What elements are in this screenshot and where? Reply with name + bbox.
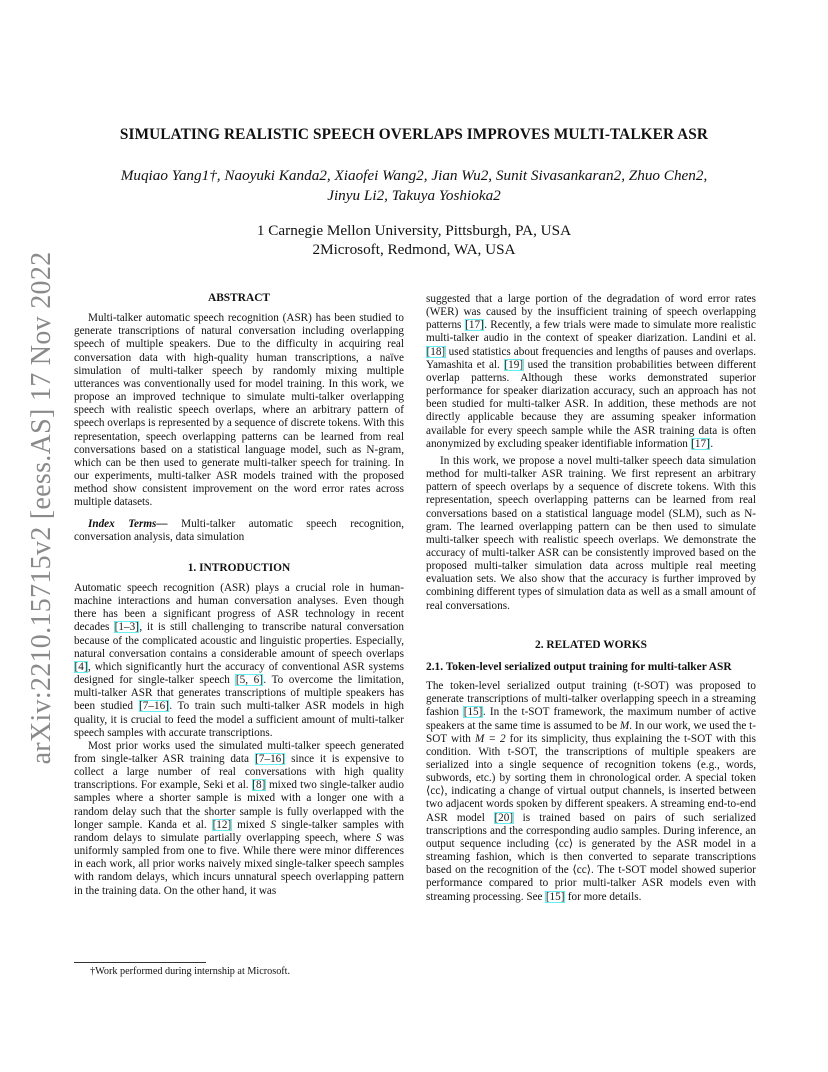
citation-link[interactable]: [17] <box>691 437 710 450</box>
index-terms-text: Multi-talker automatic speech recognition, conversation analysis, data simulation <box>74 517 404 543</box>
citation-link[interactable]: [20] <box>494 811 514 824</box>
citation-link[interactable]: [15] <box>545 890 565 903</box>
citation-link[interactable]: [15] <box>463 706 483 719</box>
abstract-text: Multi-talker automatic speech recognition (ASR) has been studied to generate transcriptions of natural conversation including overlapping speech of multiple speakers. Due to the difficulty in acquiring real conversation data with high-quality human transcriptions, a naïve simulation of multi-talker speech by randomly mixing multiple utterances was conventionally used for model training. In this work, we propose an improved technique to simulate multi-talker overlapping speech with realistic speech overlaps, where an arbitrary pattern of speech overlaps is represented by a sequence of discrete tokens. With this representation, speech overlapping patterns can be learned from real conversations based on a statistical language model, such as N-gram, which can be then used to generate multi-talker speech for training. In our experiments, multi-talker ASR models trained with the proposed method show consistent improvement on the word error rates across multiple datasets. <box>74 312 404 509</box>
intro-paragraph-1: Automatic speech recognition (ASR) plays a crucial role in human-machine interactions and human conversation analyses. Even though there has been a significant progress of ASR technology in recent decades [1–3], it is still challenging to transcribe natural conversation because of the complicated acoustic and linguistic properties. Especially, natural conversation contains a considerable amount of speech overlaps [4], which significantly hurt the accuracy of conventional ASR systems designed for single-talker speech [5, 6]. To overcome the limitation, multi-talker ASR that generates transcriptions of multiple speakers has been studied [7–16]. To train such multi-talker ASR models in high quality, it is crucial to feed the model a sufficient amount of multi-talker speech samples with accurate transcriptions. <box>74 581 404 739</box>
left-column <box>74 292 404 898</box>
affiliation-2: 2Microsoft, Redmond, WA, USA <box>312 241 516 258</box>
footnote: †Work performed during internship at Microsoft. <box>90 966 291 977</box>
math-symbol: M <box>619 719 630 732</box>
right-column <box>426 293 756 904</box>
citation-link[interactable]: [7–16] <box>139 700 169 713</box>
math-expression: M = 2 <box>474 732 506 745</box>
citation-link[interactable]: [4] <box>74 660 88 673</box>
index-terms <box>74 518 404 544</box>
abstract-heading: ABSTRACT <box>207 292 271 304</box>
right-paragraph-2: In this work, we propose a novel multi-talker speech data simulation method for multi-talker ASR training. We first represent an arbitrary pattern of speech overlaps by a sequence of discrete tokens. With this representation, speech overlapping patterns can be learned from real conversations based on a statistical language model (SLM), such as N-gram. The learned overlapping pattern can be then used to simulate multi-talker speech with realistic speech overlaps. We demonstrate the accuracy of multi-talker ASR can be consistently improved based on the proposed multi-talker simulation data across multiple real meeting evaluation sets. We also show that the accuracy is further improved by combining different types of simulation data as well as a small amount of real conversations. <box>426 454 756 612</box>
introduction-heading: 1. INTRODUCTION <box>187 561 291 574</box>
paper-title: SIMULATING REALISTIC SPEECH OVERLAPS IMPROVES MULTI-TALKER ASR <box>119 126 709 143</box>
right-paragraph-3: The token-level serialized output training (t-SOT) was proposed to generate transcriptions of multi-talker overlapping speech in a streaming fashion [15]. In the t-SOT framework, the maximum number of active speakers at the same time is assumed to be M. In our work, we used the t-SOT with M = 2 for its simplicity, thus explaining the t-SOT with this condition. With t-SOT, the transcriptions of multiple speakers are serialized into a single sequence of recognition tokens (e.g., words, subwords, etc.) by sorting them in chronological order. A special token ⟨cc⟩, indicating a change of virtual output channels, is inserted between two adjacent words spoken by different speakers. A streaming end-to-end ASR model [20] is trained based on pairs of such serialized transcriptions and the corresponding audio samples. During inference, an output sequence including ⟨cc⟩ is generated by the ASR model in a streaming fashion, which is then converted to separate transcriptions based on the recognition of the ⟨cc⟩. The t-SOT model showed superior performance compared to prior multi-talker ASR models even with streaming processing. See [15] for more details. <box>426 680 757 903</box>
right-paragraph-1: suggested that a large portion of the degradation of word error rates (WER) was caused by the insufficient training of speech overlapping patterns [17]. Recently, a few trials were made to simulate more realistic multi-talker audio in the context of speaker diarization. Landini et al. [18] used statistics about frequencies and lengths of pauses and overlaps. Yamashita et al. [19] used the transition probabilities between different overlap patterns. Although these works demonstrated superior performance for speaker diarization accuracy, such an approach has not been studied for multi-talker ASR. In addition, these methods are not directly applicable because they are assuming speaker information available for every speech sample while the ASR training data is often anonymized by excluding speaker identifiable information [17]. <box>426 293 756 450</box>
citation-link[interactable]: [1–3] <box>114 621 139 634</box>
affiliation-1: 1 Carnegie Mellon University, Pittsburgh, PA, USA <box>256 222 572 239</box>
citation-link[interactable]: [7–16] <box>255 753 285 765</box>
author-list <box>100 166 728 206</box>
arxiv-identifier: arXiv:2210.15715v2 [eess.AS] 17 Nov 2022 <box>26 251 57 765</box>
author-line-1: Muqiao Yang1†, Naoyuki Kanda2, Xiaofei Wang2, Jian Wu2, Sunit Sivasankaran2, Zhuo Chen2, <box>120 167 708 184</box>
subsection-heading: 2.1. Token-level serialized output training for multi-talker ASR <box>426 660 732 673</box>
author-line-2: Jinyu Li2, Takuya Yoshioka2 <box>327 187 501 204</box>
citation-link[interactable]: [8] <box>252 779 266 792</box>
index-terms-label: Index Terms— <box>88 517 168 530</box>
citation-link[interactable]: [18] <box>426 345 446 358</box>
intro-paragraph-2: Most prior works used the simulated multi-talker speech generated from single-talker ASR training data [7–16] since it is expensive to collect a large number of real conversations with high quality transcriptions. For example, Seki et al. [8] mixed two single-talker audio samples where a shorter sample is mixed with a longer one with a random delay such that the shorter sample is fully overlapped with the longer sample. Kanda et al. [12] mixed S single-talker samples with random delays to simulate partially overlapping speech, where S was uniformly sampled from one to five. While there were minor differences in each work, all prior works naively mixed single-talker speech samples with random delays, which incurs unnatural speech overlapping pattern in the training data. On the other hand, it was <box>74 739 405 897</box>
citation-link[interactable]: [17] <box>465 319 484 332</box>
citation-link[interactable]: [12] <box>212 818 232 831</box>
math-symbol: S <box>270 818 277 831</box>
footnote-rule <box>74 962 206 963</box>
citation-link[interactable]: [19] <box>504 358 524 371</box>
related-works-heading: 2. RELATED WORKS <box>535 638 647 651</box>
math-symbol: S <box>375 831 382 844</box>
citation-link[interactable]: [5, 6] <box>235 674 263 687</box>
affiliations <box>0 221 828 259</box>
